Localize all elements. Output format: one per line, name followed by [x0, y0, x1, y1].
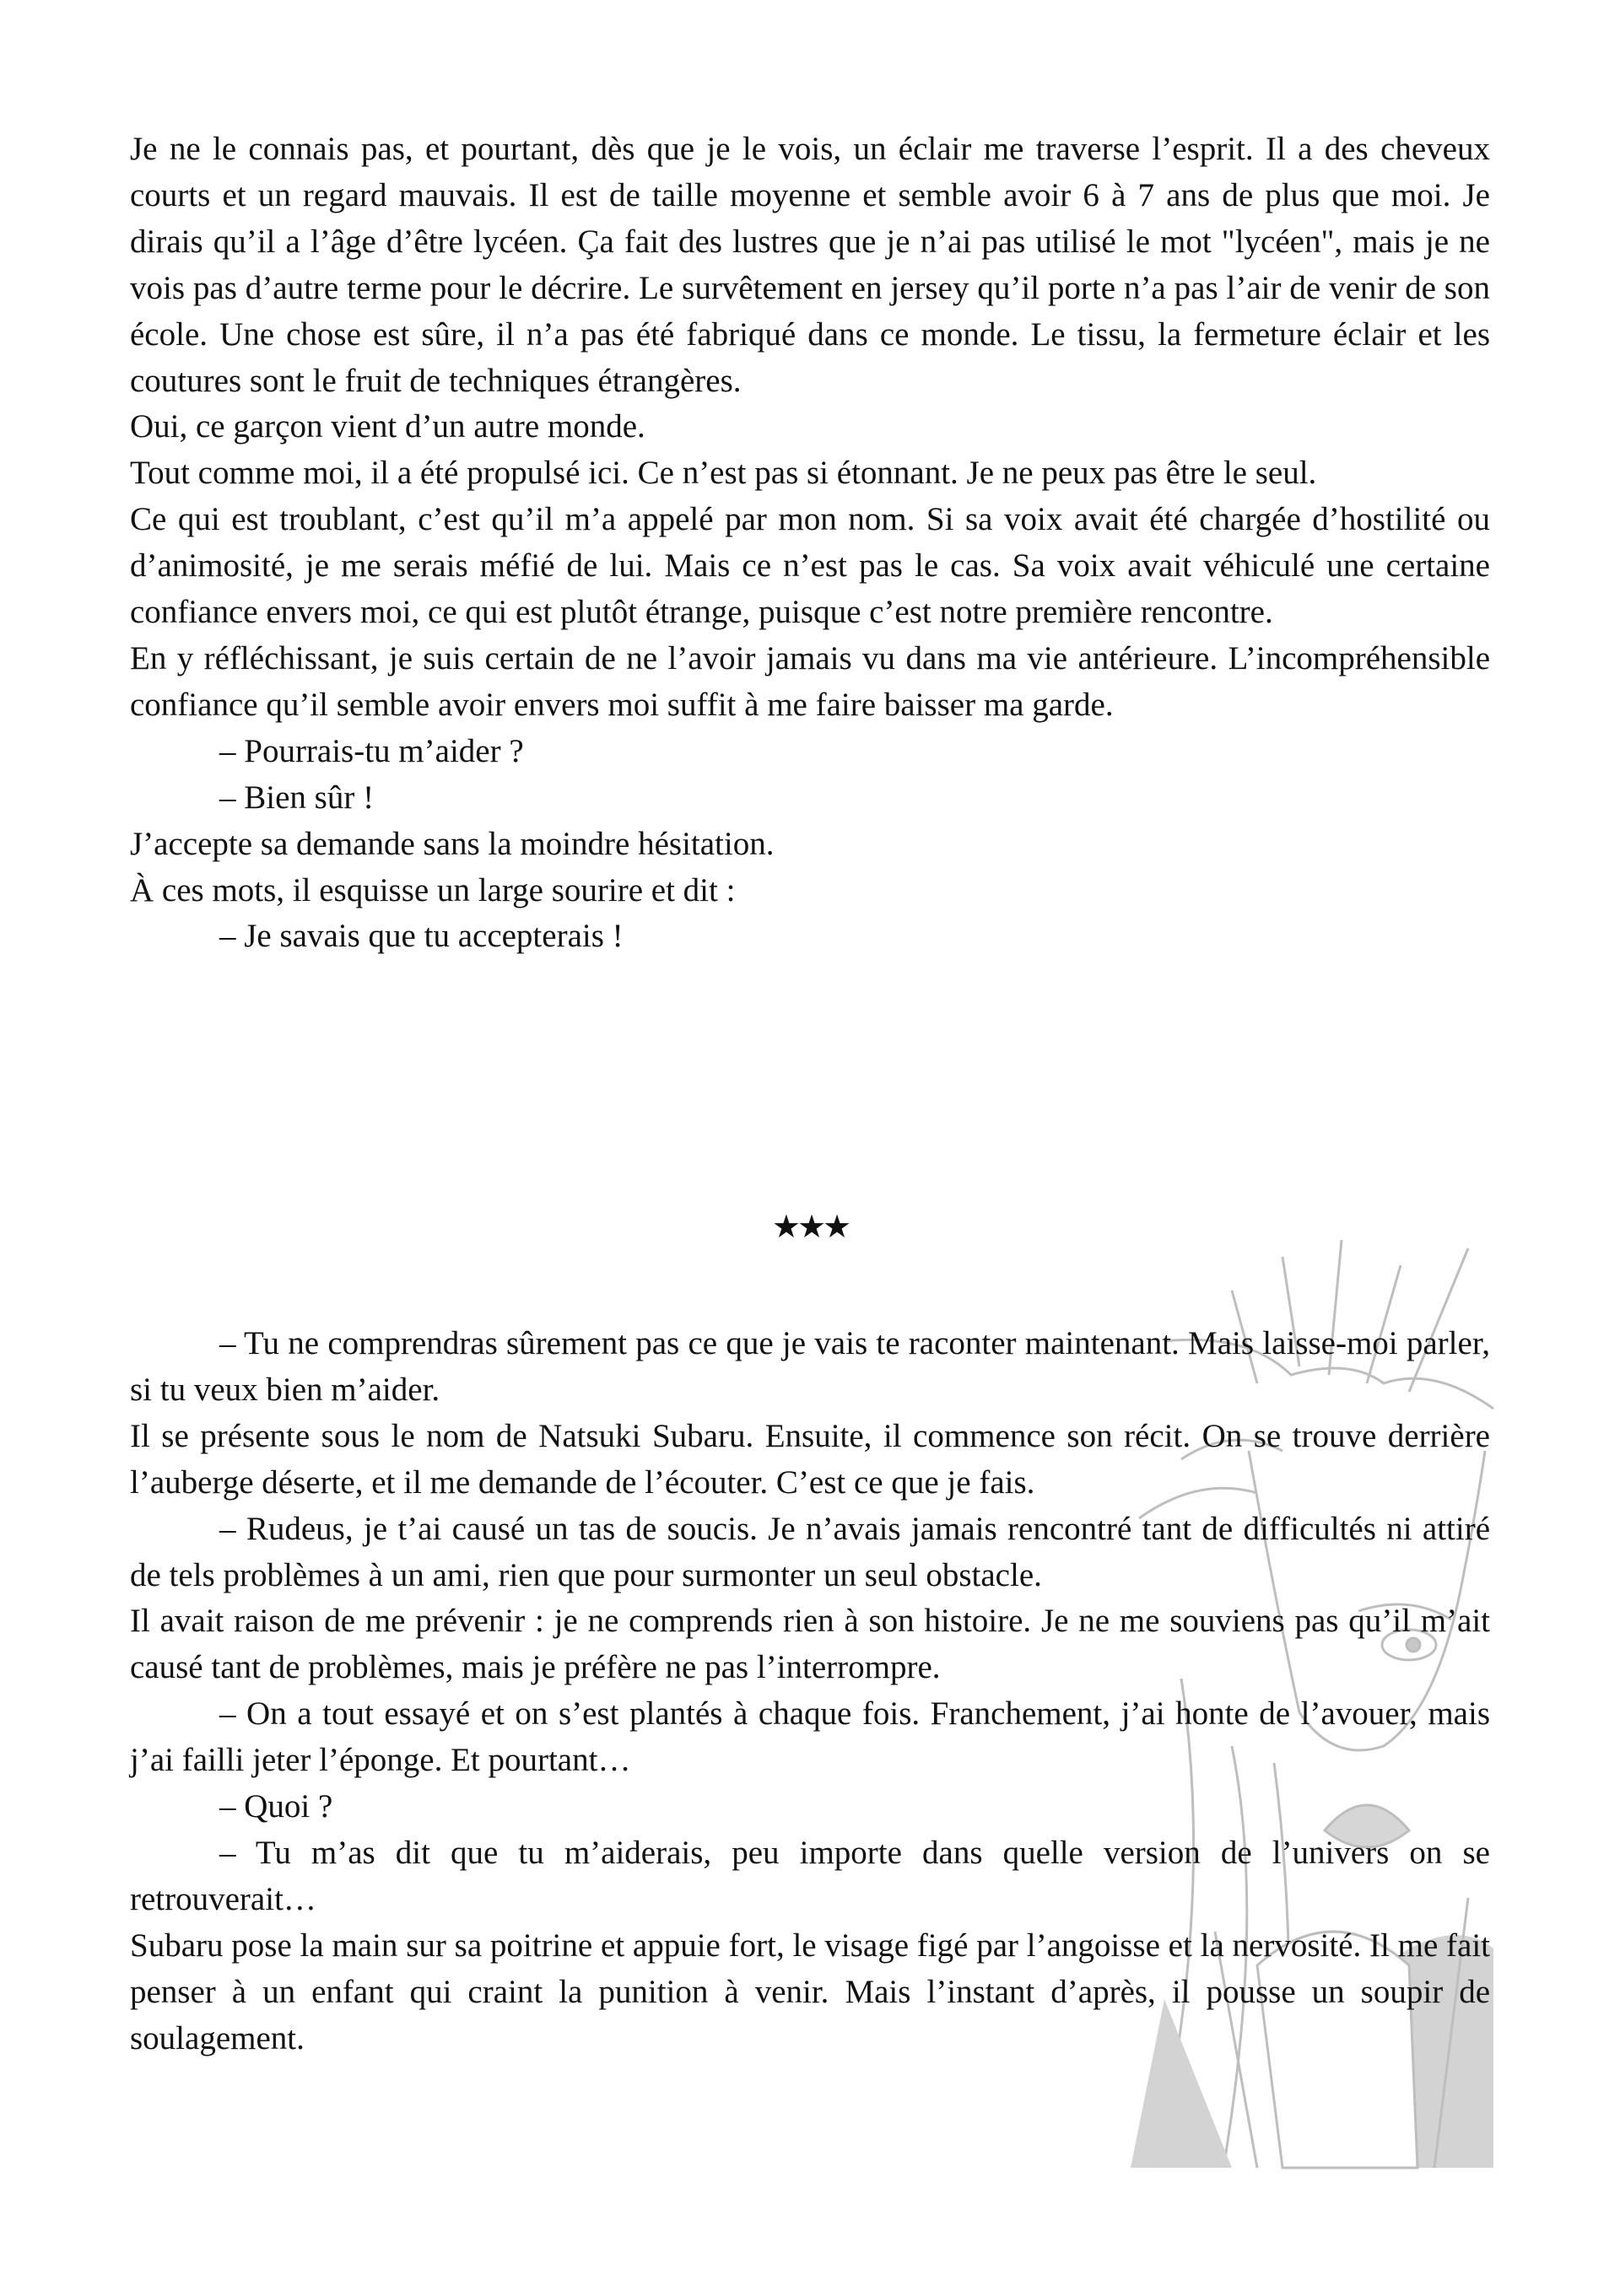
dialog-line: – On a tout essayé et on s’est plantés à chaque fois. Franchement, j’ai honte de l’avouer, mais j’ai failli jeter l’éponge. Et pourtant…	[130, 1695, 1490, 1779]
scene-break-stars-icon: ★★★	[771, 1208, 849, 1245]
dialog-line: – Pourrais-tu m’aider ?	[219, 732, 524, 769]
paragraph: À ces mots, il esquisse un large sourire et dit :	[130, 871, 736, 908]
paragraph: En y réfléchissant, je suis certain de ne l’avoir jamais vu dans ma vie antérieure. L’incompréhensible confiance qu’il semble avoir envers moi suffit à me faire baisser ma garde.	[130, 639, 1490, 723]
dialog-line: – Tu m’as dit que tu m’aiderais, peu importe dans quelle version de l’univers on se retrouverait…	[130, 1834, 1490, 1917]
paragraph: Il se présente sous le nom de Natsuki Subaru. Ensuite, il commence son récit. On se trouve derrière l’auberge déserte, et il me demande de l’écouter. C’est ce que je fais.	[130, 1417, 1490, 1501]
paragraph: Il avait raison de me prévenir : je ne comprends rien à son histoire. Je ne me souviens pas qu’il m’ait causé tant de problèmes, mais je préfère ne pas l’interrompre.	[130, 1603, 1490, 1686]
dialog-line: – Quoi ?	[219, 1788, 333, 1825]
text-section-2	[130, 1321, 1490, 2062]
dialog-line: – Tu ne comprendras sûrement pas ce que je vais te raconter maintenant. Mais laisse-moi parler, si tu veux bien m’aider.	[130, 1325, 1490, 1408]
paragraph: J’accepte sa demande sans la moindre hésitation.	[130, 825, 775, 862]
paragraph: Subaru pose la main sur sa poitrine et appuie fort, le visage figé par l’angoisse et la nervosité. Il me fait penser à un enfant qui craint la punition à venir. Mais l’instant d’après, il pousse un soupir de soulagement.	[130, 1927, 1490, 2056]
paragraph: Tout comme moi, il a été propulsé ici. Ce n’est pas si étonnant. Je ne peux pas être le seul.	[130, 455, 1317, 492]
paragraph: Ce qui est troublant, c’est qu’il m’a appelé par mon nom. Si sa voix avait été chargée d’hostilité ou d’animosité, je me serais méfié de lui. Mais ce n’est pas le cas. Sa voix avait véhiculé une certaine confiance envers moi, ce qui est plutôt étrange, puisque c’est notre première rencontre.	[130, 501, 1490, 631]
paragraph: Je ne le connais pas, et pourtant, dès que je le vois, un éclair me traverse l’esprit. Il a des cheveux courts et un regard mauvais. Il est de taille moyenne et semble avoir 6 à 7 ans de plus que moi. Je dirais qu’il a l’âge d’être lycéen. Ça fait des lustres que je n’ai pas utilisé le mot "lycéen", mais je ne vois pas d’autre terme pour le décrire. Le survêtement en jersey qu’il porte n’a pas l’air de venir de son école. Une chose est sûre, il n’a pas été fabriqué dans ce monde. Le tissu, la fermeture éclair et les coutures sont le fruit de techniques étrangères.	[130, 131, 1490, 399]
paragraph: Oui, ce garçon vient d’un autre monde.	[130, 408, 645, 445]
dialog-line: – Je savais que tu accepterais !	[219, 918, 624, 955]
dialog-line: – Bien sûr !	[219, 779, 375, 816]
text-section-1	[130, 127, 1490, 960]
dialog-line: – Rudeus, je t’ai causé un tas de soucis. Je n’avais jamais rencontré tant de difficultés ni attiré de tels problèmes à un ami, rien que pour surmonter un seul obstacle.	[130, 1510, 1490, 1593]
